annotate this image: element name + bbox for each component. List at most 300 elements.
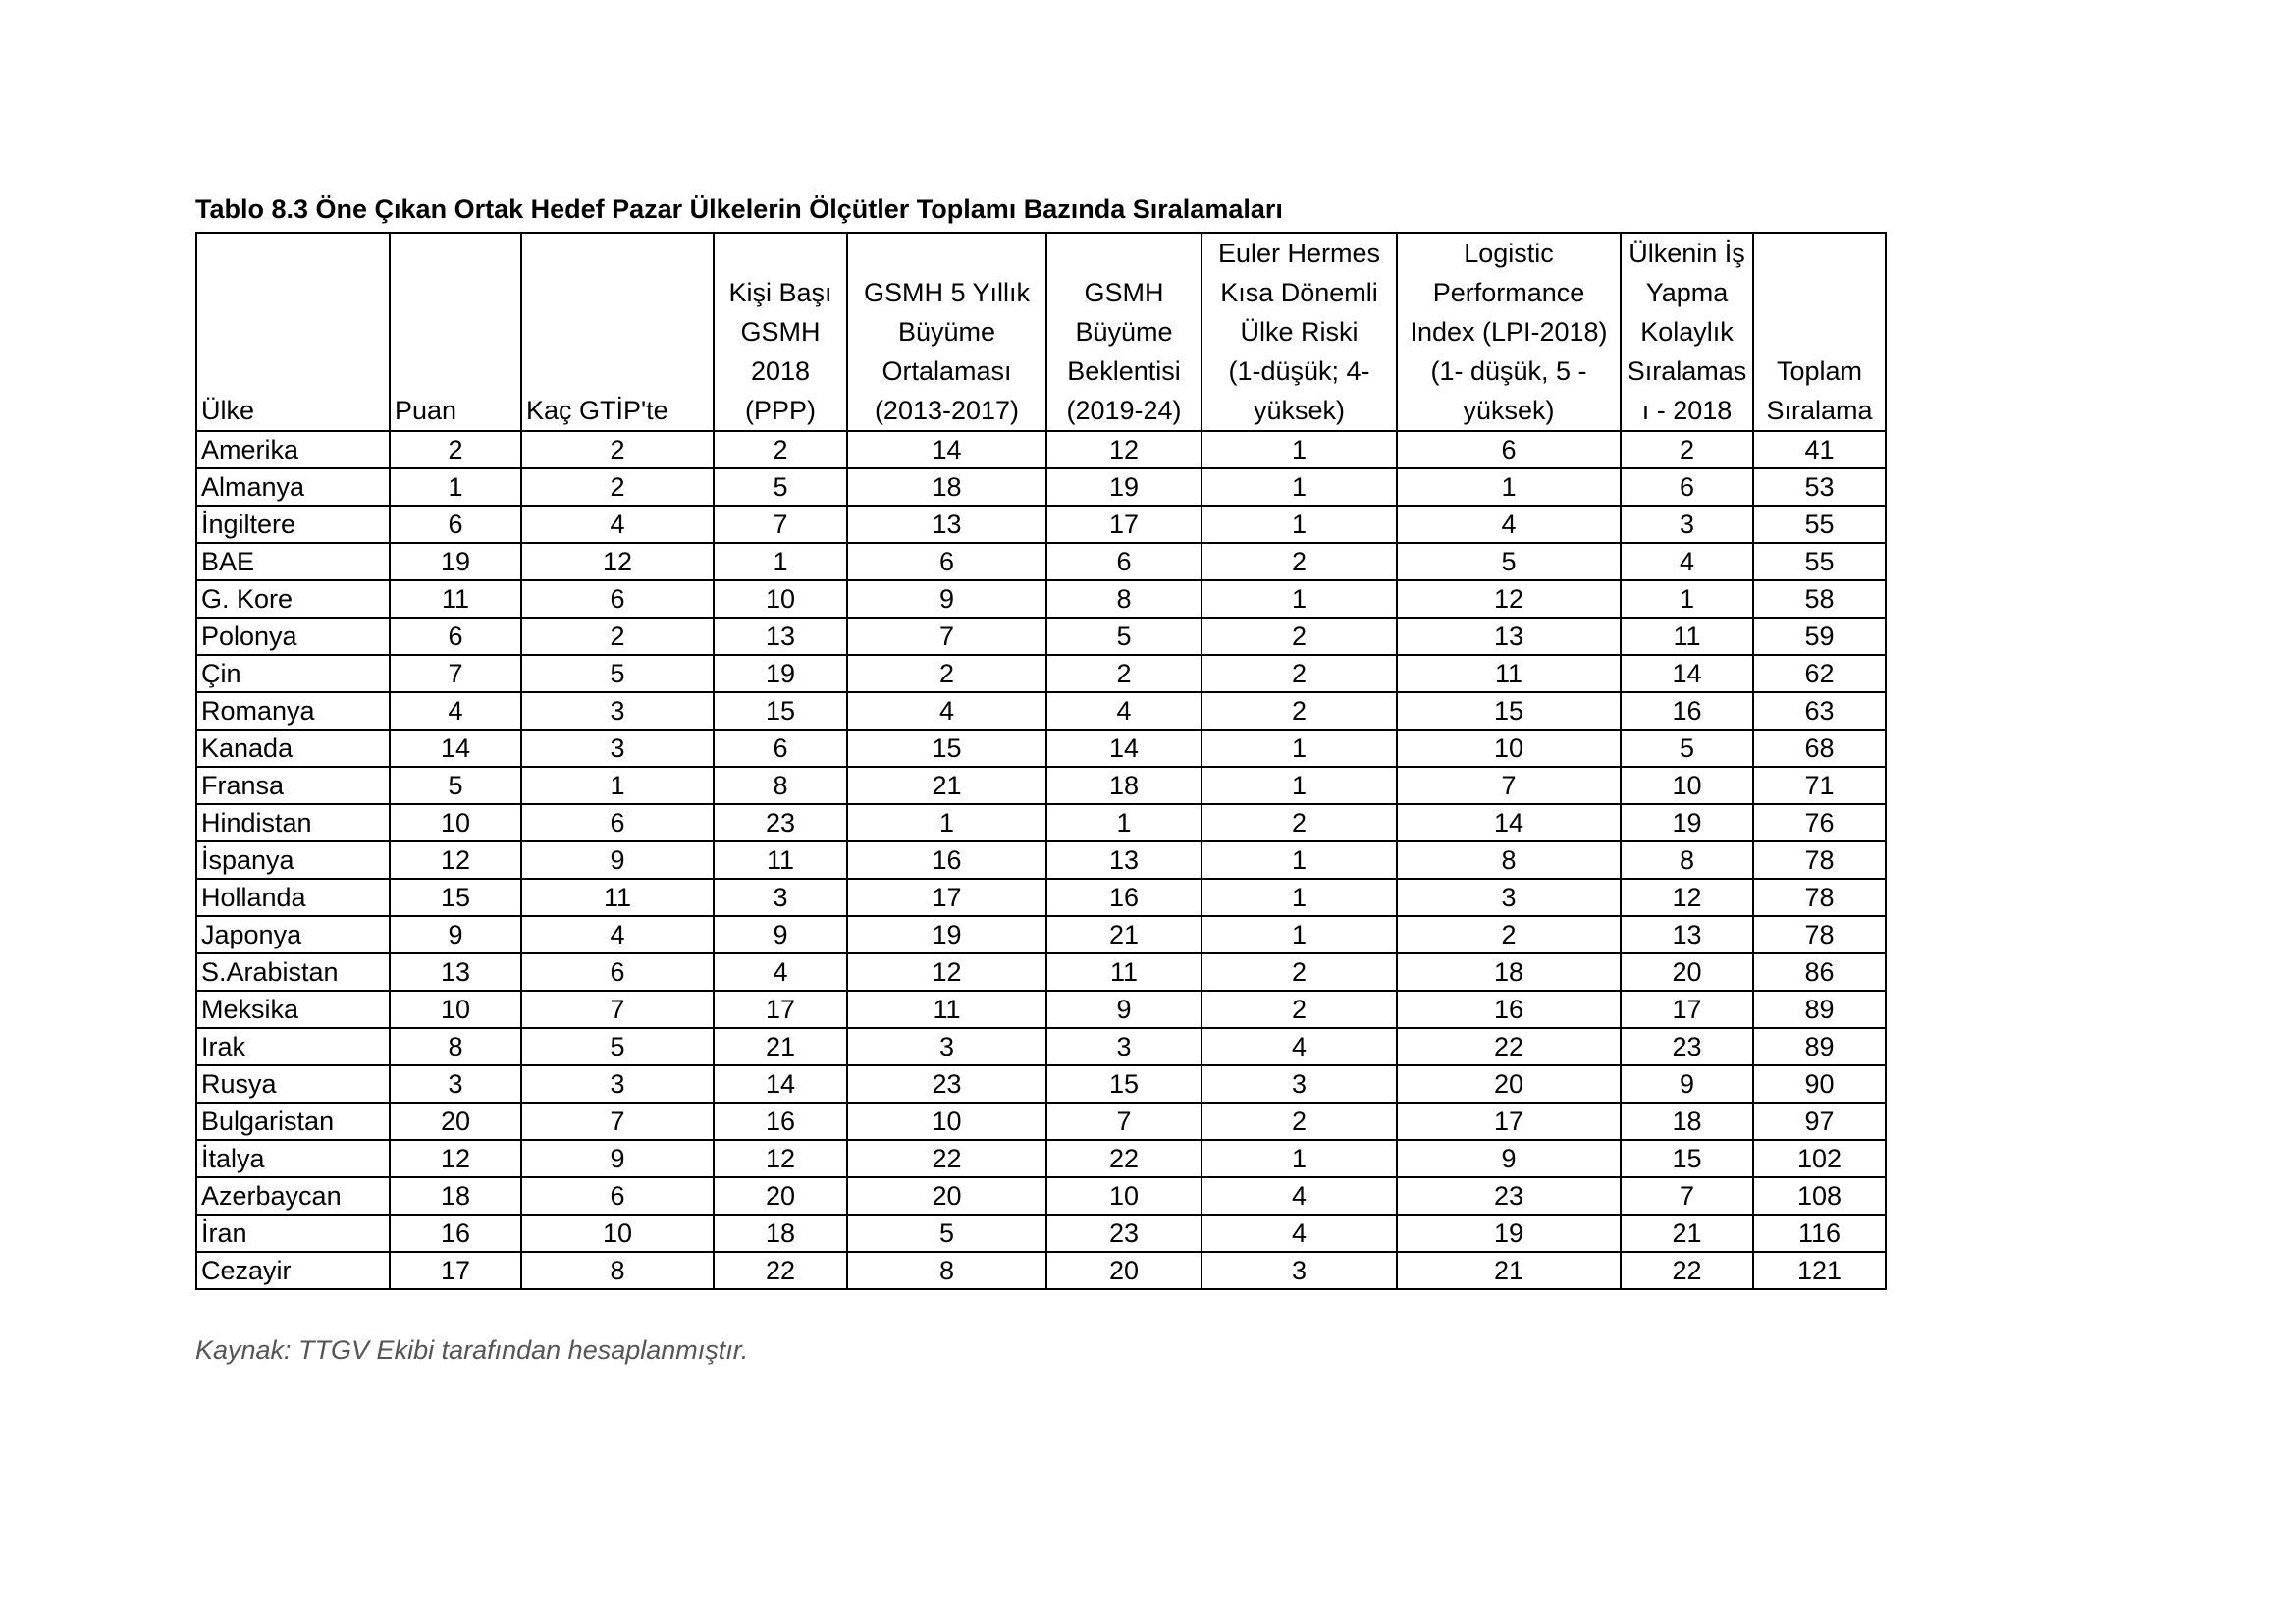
cell-gdp-per-capita: 16 (714, 1103, 847, 1140)
cell-lpi: 15 (1397, 692, 1621, 730)
cell-gdp-per-capita: 20 (714, 1177, 847, 1215)
header-country (196, 233, 390, 431)
cell-lpi: 4 (1397, 506, 1621, 543)
cell-gtip-count: 7 (521, 991, 714, 1028)
cell-country-risk: 1 (1201, 1140, 1397, 1177)
cell-gdp-per-capita: 22 (714, 1252, 847, 1289)
cell-gdp-per-capita: 14 (714, 1065, 847, 1103)
header-line: (2013-2017) (874, 396, 1020, 425)
cell-country: Japonya (196, 916, 390, 953)
cell-gdp-per-capita: 2 (714, 431, 847, 468)
table-row (196, 804, 1886, 841)
cell-ease-of-business: 7 (1621, 1177, 1753, 1215)
cell-gdp-per-capita: 19 (714, 655, 847, 692)
cell-ease-of-business: 16 (1621, 692, 1753, 730)
cell-gdp-growth-expectation: 11 (1046, 953, 1201, 991)
cell-lpi: 9 (1397, 1140, 1621, 1177)
cell-gdp-growth-expectation: 5 (1046, 618, 1201, 655)
cell-gtip-count: 6 (521, 953, 714, 991)
cell-lpi: 22 (1397, 1028, 1621, 1065)
cell-total-ranking: 68 (1753, 730, 1886, 767)
cell-lpi: 14 (1397, 804, 1621, 841)
cell-score: 15 (390, 879, 521, 916)
cell-gdp-growth-avg: 1 (847, 804, 1046, 841)
cell-country-risk: 1 (1201, 506, 1397, 543)
header-gdp-growth-expectation (1046, 233, 1201, 431)
cell-gtip-count: 6 (521, 580, 714, 618)
header-lpi (1397, 233, 1621, 431)
cell-country: Kanada (196, 730, 390, 767)
header-score (390, 233, 521, 431)
cell-gdp-growth-avg: 15 (847, 730, 1046, 767)
table-row (196, 767, 1886, 804)
cell-score: 6 (390, 618, 521, 655)
cell-country: Almanya (196, 468, 390, 506)
header-line: Toplam (1776, 356, 1863, 386)
header-line: Kişi Başı (728, 278, 832, 307)
header-line: Logistic (1464, 239, 1554, 268)
table-body (196, 431, 1886, 1289)
cell-country: Romanya (196, 692, 390, 730)
cell-score: 1 (390, 468, 521, 506)
header-line: Index (LPI-2018) (1410, 317, 1608, 347)
cell-country: Polonya (196, 618, 390, 655)
header-ease-of-business (1621, 233, 1753, 431)
cell-score: 19 (390, 543, 521, 580)
cell-gtip-count: 3 (521, 1065, 714, 1103)
cell-total-ranking: 59 (1753, 618, 1886, 655)
cell-lpi: 5 (1397, 543, 1621, 580)
cell-country: Rusya (196, 1065, 390, 1103)
cell-ease-of-business: 12 (1621, 879, 1753, 916)
cell-gtip-count: 11 (521, 879, 714, 916)
header-line: GSMH (740, 317, 821, 347)
cell-ease-of-business: 14 (1621, 655, 1753, 692)
header-line: (1- düşük, 5 - (1430, 356, 1587, 386)
cell-country: Cezayir (196, 1252, 390, 1289)
cell-country-risk: 4 (1201, 1028, 1397, 1065)
cell-gtip-count: 10 (521, 1215, 714, 1252)
table-row (196, 879, 1886, 916)
table-row (196, 1140, 1886, 1177)
cell-gdp-growth-expectation: 23 (1046, 1215, 1201, 1252)
cell-gtip-count: 6 (521, 1177, 714, 1215)
cell-score: 16 (390, 1215, 521, 1252)
cell-total-ranking: 97 (1753, 1103, 1886, 1140)
cell-gdp-per-capita: 3 (714, 879, 847, 916)
cell-gdp-per-capita: 5 (714, 468, 847, 506)
cell-ease-of-business: 17 (1621, 991, 1753, 1028)
cell-gdp-growth-expectation: 7 (1046, 1103, 1201, 1140)
cell-country: İngiltere (196, 506, 390, 543)
table-row (196, 1177, 1886, 1215)
cell-country-risk: 1 (1201, 730, 1397, 767)
cell-total-ranking: 63 (1753, 692, 1886, 730)
cell-gdp-growth-expectation: 19 (1046, 468, 1201, 506)
cell-gdp-growth-avg: 3 (847, 1028, 1046, 1065)
cell-lpi: 18 (1397, 953, 1621, 991)
cell-gtip-count: 7 (521, 1103, 714, 1140)
cell-gdp-growth-avg: 4 (847, 692, 1046, 730)
cell-score: 12 (390, 1140, 521, 1177)
cell-gdp-growth-avg: 11 (847, 991, 1046, 1028)
cell-score: 20 (390, 1103, 521, 1140)
table-row (196, 618, 1886, 655)
header-country-line: Ülke (201, 396, 255, 425)
table-row (196, 916, 1886, 953)
cell-gdp-growth-expectation: 21 (1046, 916, 1201, 953)
cell-score: 3 (390, 1065, 521, 1103)
cell-country-risk: 2 (1201, 543, 1397, 580)
header-line: 2018 (750, 356, 811, 386)
header-line: Ülke Riski (1240, 317, 1359, 347)
cell-gdp-growth-expectation: 17 (1046, 506, 1201, 543)
cell-ease-of-business: 15 (1621, 1140, 1753, 1177)
cell-country: Irak (196, 1028, 390, 1065)
cell-gdp-growth-expectation: 16 (1046, 879, 1201, 916)
cell-gdp-growth-avg: 6 (847, 543, 1046, 580)
cell-lpi: 2 (1397, 916, 1621, 953)
cell-country-risk: 4 (1201, 1215, 1397, 1252)
cell-gdp-per-capita: 12 (714, 1140, 847, 1177)
cell-score: 12 (390, 841, 521, 879)
header-line: Sıralama (1766, 396, 1873, 425)
cell-gtip-count: 3 (521, 692, 714, 730)
cell-gdp-per-capita: 9 (714, 916, 847, 953)
cell-gdp-growth-avg: 16 (847, 841, 1046, 879)
cell-gdp-per-capita: 4 (714, 953, 847, 991)
cell-country-risk: 1 (1201, 431, 1397, 468)
cell-total-ranking: 90 (1753, 1065, 1886, 1103)
cell-country-risk: 4 (1201, 1177, 1397, 1215)
cell-country-risk: 2 (1201, 655, 1397, 692)
cell-gdp-growth-avg: 7 (847, 618, 1046, 655)
table-row (196, 953, 1886, 991)
source-note: Kaynak: TTGV Ekibi tarafından hesaplanmıştır. (195, 1335, 749, 1365)
cell-score: 14 (390, 730, 521, 767)
cell-gdp-growth-expectation: 18 (1046, 767, 1201, 804)
cell-ease-of-business: 22 (1621, 1252, 1753, 1289)
cell-country: Amerika (196, 431, 390, 468)
cell-score: 11 (390, 580, 521, 618)
table-row (196, 1252, 1886, 1289)
cell-score: 5 (390, 767, 521, 804)
table-row (196, 1103, 1886, 1140)
cell-gdp-growth-avg: 10 (847, 1103, 1046, 1140)
table-row (196, 1065, 1886, 1103)
header-gdp-growth-avg (847, 233, 1046, 431)
header-line: (1-düşük; 4- (1228, 356, 1370, 386)
header-line: Yapma (1645, 278, 1729, 307)
cell-lpi: 16 (1397, 991, 1621, 1028)
cell-ease-of-business: 13 (1621, 916, 1753, 953)
cell-ease-of-business: 20 (1621, 953, 1753, 991)
cell-ease-of-business: 8 (1621, 841, 1753, 879)
cell-gdp-growth-expectation: 13 (1046, 841, 1201, 879)
cell-gtip-count: 4 (521, 916, 714, 953)
table-row (196, 991, 1886, 1028)
table-title: Tablo 8.3 Öne Çıkan Ortak Hedef Pazar Ülkelerin Ölçütler Toplamı Bazında Sıralamaları (195, 194, 1283, 224)
cell-gdp-per-capita: 13 (714, 618, 847, 655)
cell-total-ranking: 121 (1753, 1252, 1886, 1289)
cell-ease-of-business: 5 (1621, 730, 1753, 767)
cell-gdp-per-capita: 8 (714, 767, 847, 804)
cell-lpi: 8 (1397, 841, 1621, 879)
table-row (196, 1028, 1886, 1065)
cell-country: Meksika (196, 991, 390, 1028)
cell-gdp-growth-expectation: 6 (1046, 543, 1201, 580)
cell-total-ranking: 86 (1753, 953, 1886, 991)
cell-country: BAE (196, 543, 390, 580)
table-row (196, 841, 1886, 879)
cell-gdp-growth-expectation: 10 (1046, 1177, 1201, 1215)
cell-gtip-count: 1 (521, 767, 714, 804)
cell-lpi: 11 (1397, 655, 1621, 692)
cell-country: Azerbaycan (196, 1177, 390, 1215)
cell-gtip-count: 9 (521, 841, 714, 879)
cell-country-risk: 2 (1201, 1103, 1397, 1140)
cell-country: Hindistan (196, 804, 390, 841)
header-line: Büyüme (897, 317, 996, 347)
cell-gdp-per-capita: 23 (714, 804, 847, 841)
cell-country: Çin (196, 655, 390, 692)
header-line: (2019-24) (1066, 396, 1182, 425)
header-line: Euler Hermes (1217, 239, 1381, 268)
cell-country: Fransa (196, 767, 390, 804)
cell-lpi: 19 (1397, 1215, 1621, 1252)
header-row (196, 233, 1886, 431)
cell-score: 6 (390, 506, 521, 543)
cell-country-risk: 1 (1201, 580, 1397, 618)
cell-total-ranking: 108 (1753, 1177, 1886, 1215)
cell-total-ranking: 53 (1753, 468, 1886, 506)
table-row (196, 730, 1886, 767)
cell-gdp-growth-expectation: 14 (1046, 730, 1201, 767)
cell-ease-of-business: 6 (1621, 468, 1753, 506)
cell-country-risk: 1 (1201, 879, 1397, 916)
header-line: GSMH 5 Yıllık (863, 278, 1031, 307)
cell-gdp-growth-avg: 14 (847, 431, 1046, 468)
header-gdp-per-capita (714, 233, 847, 431)
cell-country-risk: 1 (1201, 841, 1397, 879)
cell-gdp-growth-avg: 20 (847, 1177, 1046, 1215)
cell-ease-of-business: 4 (1621, 543, 1753, 580)
cell-score: 4 (390, 692, 521, 730)
header-line: Sıralamas (1627, 356, 1747, 386)
header-line: ı - 2018 (1641, 396, 1733, 425)
cell-country: S.Arabistan (196, 953, 390, 991)
cell-gdp-growth-expectation: 15 (1046, 1065, 1201, 1103)
cell-gdp-growth-expectation: 3 (1046, 1028, 1201, 1065)
cell-lpi: 1 (1397, 468, 1621, 506)
cell-score: 8 (390, 1028, 521, 1065)
cell-total-ranking: 58 (1753, 580, 1886, 618)
cell-score: 9 (390, 916, 521, 953)
table-row (196, 655, 1886, 692)
cell-gdp-per-capita: 17 (714, 991, 847, 1028)
cell-gdp-per-capita: 11 (714, 841, 847, 879)
cell-total-ranking: 55 (1753, 543, 1886, 580)
header-total-ranking (1753, 233, 1886, 431)
cell-gtip-count: 2 (521, 618, 714, 655)
header-score-line: Puan (395, 396, 457, 425)
cell-gdp-growth-avg: 21 (847, 767, 1046, 804)
cell-lpi: 12 (1397, 580, 1621, 618)
cell-country-risk: 2 (1201, 692, 1397, 730)
cell-score: 10 (390, 991, 521, 1028)
table-row (196, 431, 1886, 468)
cell-gdp-growth-expectation: 12 (1046, 431, 1201, 468)
cell-country-risk: 2 (1201, 618, 1397, 655)
cell-score: 10 (390, 804, 521, 841)
cell-country: Bulgaristan (196, 1103, 390, 1140)
header-line: Ülkenin İş (1629, 239, 1745, 268)
cell-total-ranking: 62 (1753, 655, 1886, 692)
cell-gtip-count: 5 (521, 1028, 714, 1065)
table-row (196, 580, 1886, 618)
cell-gtip-count: 2 (521, 468, 714, 506)
cell-gdp-growth-expectation: 2 (1046, 655, 1201, 692)
cell-gdp-per-capita: 1 (714, 543, 847, 580)
cell-gdp-growth-avg: 12 (847, 953, 1046, 991)
cell-lpi: 23 (1397, 1177, 1621, 1215)
cell-gdp-per-capita: 7 (714, 506, 847, 543)
cell-country-risk: 3 (1201, 1065, 1397, 1103)
cell-total-ranking: 89 (1753, 1028, 1886, 1065)
cell-country: İran (196, 1215, 390, 1252)
cell-gdp-per-capita: 10 (714, 580, 847, 618)
cell-gdp-per-capita: 21 (714, 1028, 847, 1065)
cell-country: Hollanda (196, 879, 390, 916)
cell-gtip-count: 12 (521, 543, 714, 580)
cell-ease-of-business: 23 (1621, 1028, 1753, 1065)
cell-country-risk: 2 (1201, 804, 1397, 841)
cell-country: G. Kore (196, 580, 390, 618)
header-line: GSMH (1084, 278, 1164, 307)
header-line: Kolaylık (1640, 317, 1734, 347)
header-gtip-count (521, 233, 714, 431)
table-row (196, 543, 1886, 580)
cell-gdp-growth-avg: 18 (847, 468, 1046, 506)
cell-ease-of-business: 10 (1621, 767, 1753, 804)
cell-gtip-count: 6 (521, 804, 714, 841)
cell-gtip-count: 8 (521, 1252, 714, 1289)
cell-gdp-growth-avg: 17 (847, 879, 1046, 916)
header-line: Beklentisi (1067, 356, 1181, 386)
cell-gdp-growth-avg: 2 (847, 655, 1046, 692)
cell-country-risk: 1 (1201, 767, 1397, 804)
cell-ease-of-business: 21 (1621, 1215, 1753, 1252)
header-line: Performance (1432, 278, 1585, 307)
cell-score: 2 (390, 431, 521, 468)
cell-gdp-growth-avg: 23 (847, 1065, 1046, 1103)
cell-lpi: 20 (1397, 1065, 1621, 1103)
cell-ease-of-business: 18 (1621, 1103, 1753, 1140)
cell-gdp-growth-expectation: 22 (1046, 1140, 1201, 1177)
cell-score: 7 (390, 655, 521, 692)
cell-total-ranking: 102 (1753, 1140, 1886, 1177)
cell-score: 18 (390, 1177, 521, 1215)
cell-gdp-growth-expectation: 9 (1046, 991, 1201, 1028)
cell-ease-of-business: 11 (1621, 618, 1753, 655)
cell-gdp-growth-avg: 13 (847, 506, 1046, 543)
table-row (196, 692, 1886, 730)
cell-gdp-growth-avg: 8 (847, 1252, 1046, 1289)
ranking-table (195, 232, 1887, 1290)
cell-total-ranking: 89 (1753, 991, 1886, 1028)
cell-country-risk: 1 (1201, 468, 1397, 506)
cell-ease-of-business: 1 (1621, 580, 1753, 618)
cell-total-ranking: 71 (1753, 767, 1886, 804)
cell-gtip-count: 9 (521, 1140, 714, 1177)
cell-lpi: 3 (1397, 879, 1621, 916)
cell-score: 13 (390, 953, 521, 991)
header-line: Ortalaması (881, 356, 1012, 386)
cell-ease-of-business: 19 (1621, 804, 1753, 841)
cell-gdp-growth-expectation: 4 (1046, 692, 1201, 730)
cell-lpi: 17 (1397, 1103, 1621, 1140)
header-line: Büyüme (1075, 317, 1173, 347)
cell-ease-of-business: 3 (1621, 506, 1753, 543)
cell-lpi: 13 (1397, 618, 1621, 655)
cell-ease-of-business: 9 (1621, 1065, 1753, 1103)
header-line: yüksek) (1253, 396, 1346, 425)
cell-gdp-per-capita: 6 (714, 730, 847, 767)
cell-lpi: 21 (1397, 1252, 1621, 1289)
cell-score: 17 (390, 1252, 521, 1289)
cell-gtip-count: 2 (521, 431, 714, 468)
cell-total-ranking: 78 (1753, 841, 1886, 879)
table-row (196, 506, 1886, 543)
header-country-risk (1201, 233, 1397, 431)
cell-country-risk: 2 (1201, 953, 1397, 991)
table-row (196, 1215, 1886, 1252)
cell-lpi: 7 (1397, 767, 1621, 804)
cell-ease-of-business: 2 (1621, 431, 1753, 468)
header-line: Kısa Dönemli (1220, 278, 1378, 307)
cell-gtip-count: 4 (521, 506, 714, 543)
cell-total-ranking: 78 (1753, 879, 1886, 916)
table-row (196, 468, 1886, 506)
header-gtip-line: Kaç GTİP'te (526, 396, 668, 425)
cell-gdp-growth-avg: 19 (847, 916, 1046, 953)
cell-total-ranking: 76 (1753, 804, 1886, 841)
header-line: yüksek) (1463, 396, 1555, 425)
cell-lpi: 10 (1397, 730, 1621, 767)
cell-gdp-growth-avg: 5 (847, 1215, 1046, 1252)
cell-country: İtalya (196, 1140, 390, 1177)
cell-country-risk: 2 (1201, 991, 1397, 1028)
cell-total-ranking: 55 (1753, 506, 1886, 543)
cell-total-ranking: 41 (1753, 431, 1886, 468)
cell-lpi: 6 (1397, 431, 1621, 468)
cell-total-ranking: 78 (1753, 916, 1886, 953)
cell-country: İspanya (196, 841, 390, 879)
cell-total-ranking: 116 (1753, 1215, 1886, 1252)
cell-gtip-count: 5 (521, 655, 714, 692)
cell-gdp-per-capita: 15 (714, 692, 847, 730)
cell-gtip-count: 3 (521, 730, 714, 767)
cell-gdp-per-capita: 18 (714, 1215, 847, 1252)
cell-country-risk: 1 (1201, 916, 1397, 953)
cell-gdp-growth-avg: 22 (847, 1140, 1046, 1177)
cell-gdp-growth-expectation: 1 (1046, 804, 1201, 841)
cell-gdp-growth-avg: 9 (847, 580, 1046, 618)
cell-gdp-growth-expectation: 20 (1046, 1252, 1201, 1289)
header-line: (PPP) (744, 396, 816, 425)
cell-country-risk: 3 (1201, 1252, 1397, 1289)
cell-gdp-growth-expectation: 8 (1046, 580, 1201, 618)
